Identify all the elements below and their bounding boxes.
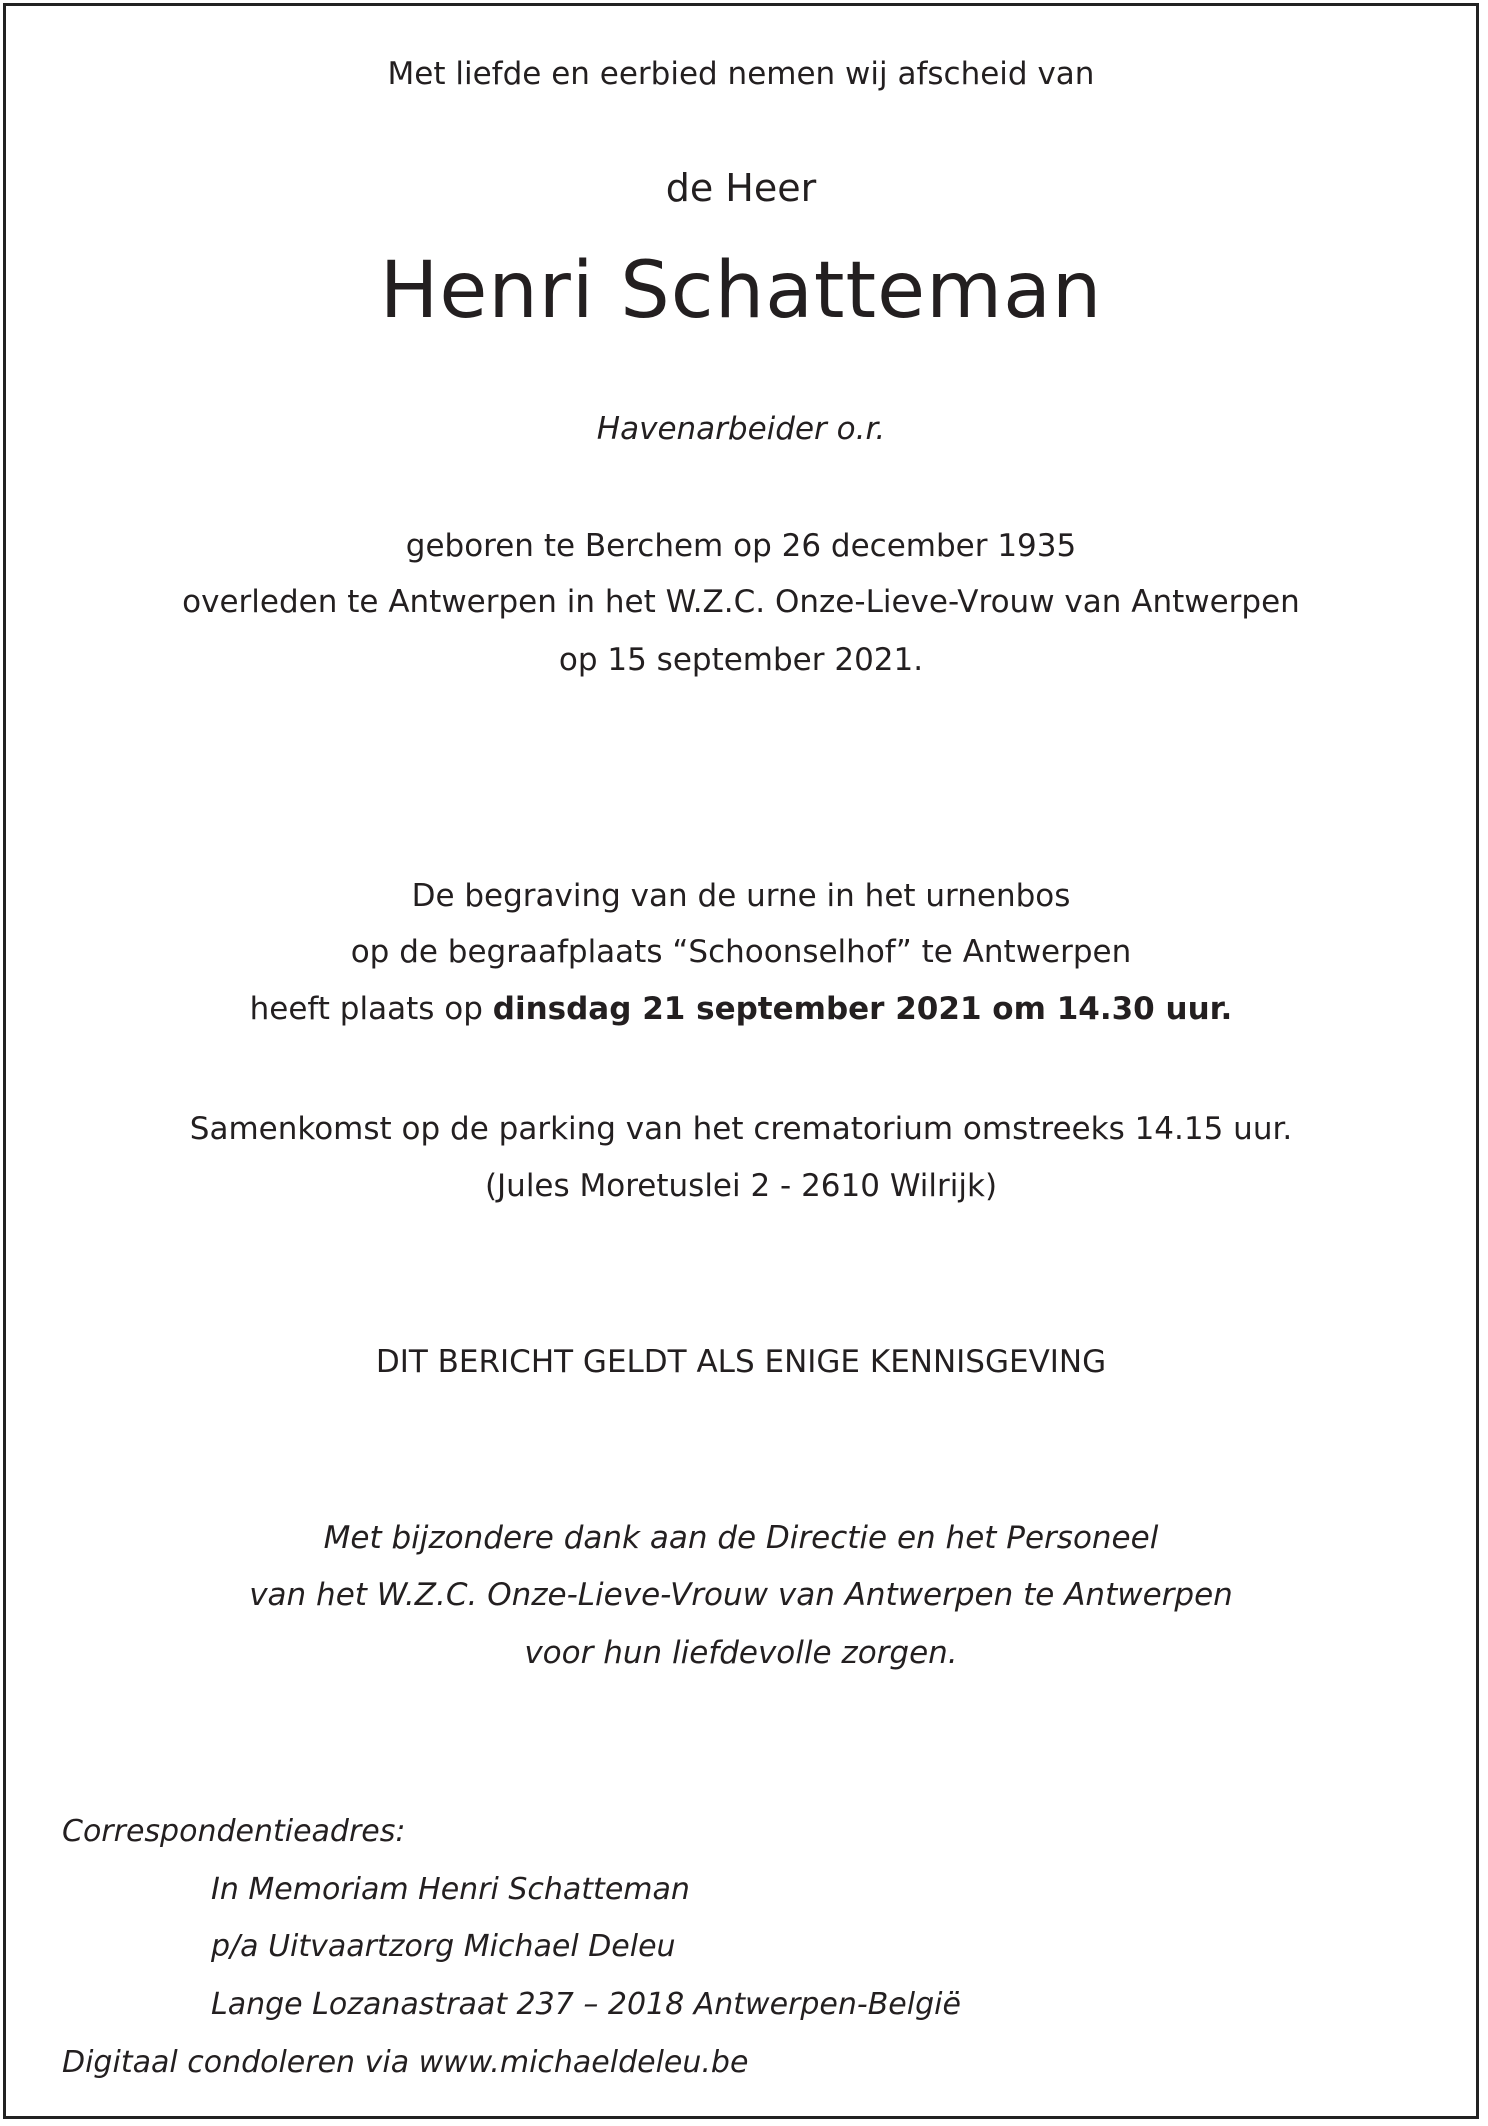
birth-text: geboren te Berchem op 26 december 1935: [405, 528, 1077, 564]
thanks-line1: Met bijzondere dank aan de Directie en het Personeel: [323, 1520, 1159, 1556]
burial-datetime: dinsdag 21 september 2021 om 14.30 uur.: [492, 991, 1233, 1027]
thanks-line3: voor hun liefdevolle zorgen.: [524, 1635, 958, 1671]
honorific-title: de Heer: [665, 166, 817, 210]
condolence-text: Digitaal condoleren via www.michaeldeleu.be: [62, 2045, 749, 2080]
death-place-text: overleden te Antwerpen in het W.Z.C. Onze-Lieve-Vrouw van Antwerpen: [182, 584, 1300, 620]
burial-text-line1: De begraving van de urne in het urnenbos: [411, 878, 1071, 914]
burial-prefix: heeft plaats op: [249, 991, 483, 1027]
intro-text: Met liefde en eerbied nemen wij afscheid van: [387, 56, 1095, 92]
gathering-text: Samenkomst op de parking van het crematorium omstreeks 14.15 uur.: [189, 1111, 1293, 1147]
burial-text-line2: op de begraafplaats “Schoonselhof” te Antwerpen: [350, 934, 1132, 970]
gathering-address: (Jules Moretuslei 2 - 2610 Wilrijk): [484, 1168, 998, 1204]
correspondence-label: Correspondentieadres:: [62, 1814, 406, 1849]
thanks-line2: van het W.Z.C. Onze-Lieve-Vrouw van Antwerpen te Antwerpen: [249, 1577, 1233, 1613]
only-notice-text: DIT BERICHT GELDT ALS ENIGE KENNISGEVING: [375, 1344, 1107, 1380]
deceased-name: Henri Schatteman: [379, 246, 1103, 336]
death-date-text: op 15 september 2021.: [558, 642, 924, 678]
correspondence-line3: Lange Lozanastraat 237 – 2018 Antwerpen-België: [211, 1987, 961, 2022]
correspondence-line2: p/a Uitvaartzorg Michael Deleu: [211, 1929, 676, 1964]
burial-text-line3: [6, 991, 1476, 1027]
correspondence-line1: In Memoriam Henri Schatteman: [211, 1872, 690, 1907]
occupation-text: Havenarbeider o.r.: [596, 411, 886, 447]
death-notice-frame: [3, 3, 1479, 2119]
